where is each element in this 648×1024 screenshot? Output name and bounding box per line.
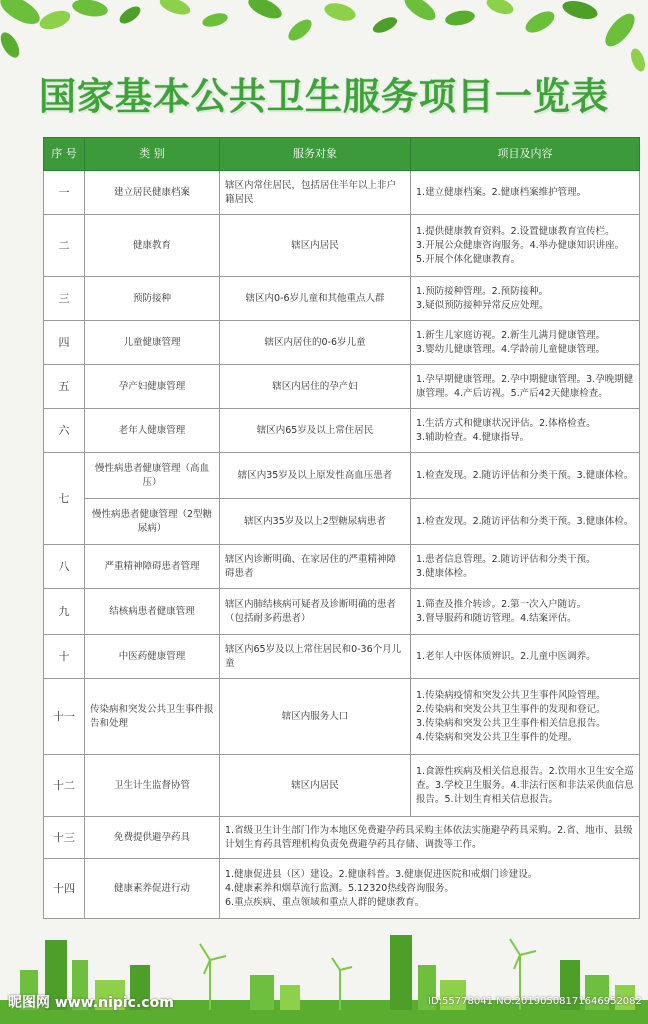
watermark-right: ID:55778041 NO:20190508171646952082 (428, 996, 642, 1007)
row-target: 辖区内服务人口 (220, 679, 411, 755)
table-row (44, 365, 640, 409)
row-target: 辖区内居住的孕产妇 (220, 365, 411, 409)
row-category: 结核病患者健康管理 (85, 589, 220, 635)
content-line: 1.省级卫生计生部门作为本地区免费避孕药具采购主体依法实施避孕药具采购。2.省、地市、县级计划生育药具管理机构负责免费避孕药具存储、调拨等工作。 (225, 824, 633, 850)
content-line: 3.辅助检查。4.健康指导。 (416, 431, 530, 443)
row-no: 五 (44, 365, 85, 409)
watermark-left: 昵图网 www.nipic.com (8, 995, 174, 1011)
table-row (44, 545, 640, 589)
row-category: 预防接种 (85, 277, 220, 321)
table-row (44, 321, 640, 365)
table-row (44, 589, 640, 635)
row-no: 八 (44, 545, 85, 589)
row-content (411, 365, 640, 409)
row-no: 三 (44, 277, 85, 321)
row-no: 十一 (44, 679, 85, 755)
row-no: 十三 (44, 817, 85, 859)
row-category: 慢性病患者健康管理（高血压） (85, 453, 220, 499)
row-category: 慢性病患者健康管理（2型糖尿病） (85, 499, 220, 545)
row-target: 辖区内诊断明确、在家居住的严重精神障碍患者 (220, 545, 411, 589)
row-category: 健康素养促进行动 (85, 859, 220, 919)
header-category: 类 别 (85, 138, 220, 171)
row-category: 孕产妇健康管理 (85, 365, 220, 409)
content-line: 3.疑似预防接种异常反应处理。 (416, 299, 549, 311)
row-content (411, 321, 640, 365)
row-target: 辖区内0-6岁儿童和其他重点人群 (220, 277, 411, 321)
content-line: 1.患者信息管理。2.随访评估和分类干预。 (416, 553, 596, 565)
row-category: 中医药健康管理 (85, 635, 220, 679)
row-content (411, 499, 640, 545)
row-target: 辖区内居民 (220, 755, 411, 817)
row-content (220, 817, 640, 859)
page-title: 国家基本公共卫生服务项目一览表 (39, 75, 609, 118)
content-line: 3.传染病和突发公共卫生事件相关信息报告。 (416, 717, 606, 729)
table-row (44, 635, 640, 679)
content-line: 3.督导服药和随访管理。4.结案评估。 (416, 612, 577, 624)
content-line: 1.检查发现。2.随访评估和分类干预。3.健康体检。 (416, 469, 634, 481)
row-content (411, 589, 640, 635)
service-table (43, 137, 640, 919)
row-content (411, 679, 640, 755)
row-category: 卫生计生监督协管 (85, 755, 220, 817)
content-line: 2.传染病和突发公共卫生事件的发现和登记。 (416, 703, 606, 715)
row-content (411, 635, 640, 679)
table-row (44, 409, 640, 453)
table-row (44, 755, 640, 817)
row-no: 七 (44, 453, 85, 545)
content-line: 3.健康体检。 (416, 567, 473, 579)
row-content (411, 171, 640, 215)
table-row (44, 171, 640, 215)
row-category: 严重精神障碍患者管理 (85, 545, 220, 589)
content-line: 1.建立健康档案。2.健康档案维护管理。 (416, 186, 587, 198)
row-no: 十二 (44, 755, 85, 817)
table-row (44, 499, 640, 545)
content-line: 1.检查发现。2.随访评估和分类干预。3.健康体检。 (416, 515, 634, 527)
content-line: 4.健康素养和烟草流行监测。5.12320热线咨询服务。 (225, 882, 454, 894)
content-line: 1.筛查及推介转诊。2.第一次入户随访。 (416, 598, 587, 610)
row-target: 辖区内65岁及以上常住居民 (220, 409, 411, 453)
row-category: 建立居民健康档案 (85, 171, 220, 215)
content-line: 1.老年人中医体质辨识。2.儿童中医调养。 (416, 650, 596, 662)
content-line: 1.预防接种管理。2.预防接种。 (416, 285, 549, 297)
header-no: 序 号 (44, 138, 85, 171)
row-content (411, 545, 640, 589)
row-category: 免费提供避孕药具 (85, 817, 220, 859)
table-row (44, 453, 640, 499)
row-content (411, 215, 640, 277)
table-row (44, 817, 640, 859)
table-header-row (44, 138, 640, 171)
content-line: 1.提供健康教育资料。2.设置健康教育宣传栏。 (416, 225, 615, 237)
row-content (411, 277, 640, 321)
row-category: 老年人健康管理 (85, 409, 220, 453)
row-category: 传染病和突发公共卫生事件报告和处理 (85, 679, 220, 755)
content-line: 3.婴幼儿健康管理。4.学龄前儿童健康管理。 (416, 343, 606, 355)
content-line: 1.孕早期健康管理。2.孕中期健康管理。3.孕晚期健康管理。4.产后访视。5.产后42天健康检查。 (416, 373, 634, 399)
content-line: 1.健康促进县（区）建设。2.健康科普。3.健康促进医院和戒烟门诊建设。 (225, 868, 538, 880)
row-no: 六 (44, 409, 85, 453)
row-no: 九 (44, 589, 85, 635)
header-content: 项目及内容 (411, 138, 640, 171)
row-content (411, 409, 640, 453)
row-target: 辖区内常住居民，包括居住半年以上非户籍居民 (220, 171, 411, 215)
header-target: 服务对象 (220, 138, 411, 171)
row-target: 辖区内肺结核病可疑者及诊断明确的患者（包括耐多药患者） (220, 589, 411, 635)
row-content (411, 453, 640, 499)
content-line: 5.开展个体化健康教育。 (416, 253, 521, 265)
row-no: 四 (44, 321, 85, 365)
content-line: 4.传染病和突发公共卫生事件的处理。 (416, 731, 578, 743)
row-target: 辖区内65岁及以上常住居民和0-36个月儿童 (220, 635, 411, 679)
content-line: 1.生活方式和健康状况评估。2.体格检查。 (416, 417, 596, 429)
table-row (44, 679, 640, 755)
row-category: 儿童健康管理 (85, 321, 220, 365)
row-no: 十 (44, 635, 85, 679)
row-category: 健康教育 (85, 215, 220, 277)
table-row (44, 859, 640, 919)
row-target: 辖区内35岁及以上原发性高血压患者 (220, 453, 411, 499)
row-content (411, 755, 640, 817)
row-no: 十四 (44, 859, 85, 919)
content-line: 3.开展公众健康咨询服务。4.举办健康知识讲座。 (416, 239, 625, 251)
content-line: 1.传染病疫情和突发公共卫生事件风险管理。 (416, 689, 606, 701)
row-target: 辖区内居民 (220, 215, 411, 277)
row-content (220, 859, 640, 919)
content-line: 1.新生儿家庭访视。2.新生儿满月健康管理。 (416, 329, 606, 341)
row-target: 辖区内居住的0-6岁儿童 (220, 321, 411, 365)
content-line: 6.重点疾病、重点领域和重点人群的健康教育。 (225, 896, 425, 908)
content-line: 1.食源性疾病及相关信息报告。2.饮用水卫生安全巡查。3.学校卫生服务。4.非法行医和非法采供血信息报告。5.计划生育相关信息报告。 (416, 765, 634, 805)
row-no: 二 (44, 215, 85, 277)
row-no: 一 (44, 171, 85, 215)
table-row (44, 215, 640, 277)
row-target: 辖区内35岁及以上2型糖尿病患者 (220, 499, 411, 545)
table-row (44, 277, 640, 321)
